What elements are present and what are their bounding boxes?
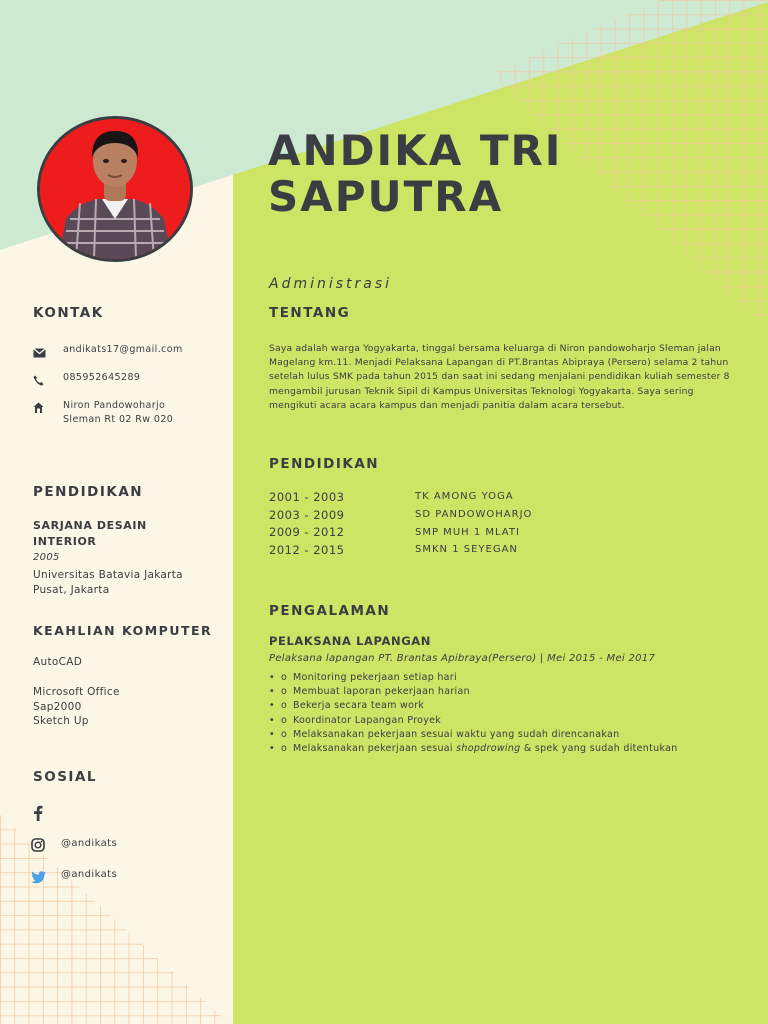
education-years: 2012 - 2015 xyxy=(269,542,345,557)
education-row xyxy=(269,523,532,541)
address-line-2: Sleman Rt 02 Rw 020 xyxy=(63,414,174,425)
sub-bullet: o xyxy=(281,743,288,755)
name-line-1: ANDIKA TRI xyxy=(268,126,563,175)
job-role: Administrasi xyxy=(269,276,393,292)
experience-heading: PENGALAMAN xyxy=(269,603,391,619)
social-instagram[interactable] xyxy=(31,837,117,856)
duty-text-pre: Melaksanakan pekerjaan sesuai xyxy=(293,743,457,755)
education-school: SD PANDOWOHARJO xyxy=(415,509,533,521)
degree-line-2: INTERIOR xyxy=(33,534,97,548)
address-line-1: Niron Pandowoharjo xyxy=(63,400,166,411)
duty-item xyxy=(269,742,678,756)
duty-item xyxy=(269,671,678,685)
full-name xyxy=(268,128,562,220)
skill-item: Sketch Up xyxy=(33,715,89,727)
contact-heading: KONTAK xyxy=(33,305,104,321)
bullet: • xyxy=(269,672,275,683)
email-text: andikats17@gmail.com xyxy=(63,344,183,355)
instagram-icon xyxy=(31,837,61,856)
institution-line-2: Pusat, Jakarta xyxy=(33,584,110,596)
duty-item xyxy=(269,685,678,699)
duties-list xyxy=(269,671,678,756)
sub-bullet: o xyxy=(281,728,288,740)
duty-text-emphasis: shopdrowing xyxy=(456,743,521,755)
duty-text: Membuat laporan pekerjaan harian xyxy=(293,686,470,698)
sub-bullet: o xyxy=(281,672,288,683)
job-subtitle: Pelaksana lapangan PT. Brantas Apibraya(Persero) | Mei 2015 - Mei 2017 xyxy=(269,653,656,664)
contact-address xyxy=(33,399,173,427)
email-icon xyxy=(33,343,63,362)
facebook-icon[interactable] xyxy=(33,805,43,825)
about-text: Saya adalah warga Yogyakarta, tinggal bersama keluarga di Niron pandowoharjo Sleman jalan Magelang km.11. Menjadi Pelaksana Lapangan di PT.Brantas Abipraya (Persero) selama 2 tahun setelah lulus SMK pada tahun 2015 dan saat ini sedang menjalani pendidikan kuliah semester 8 mengambil jurusan Teknik Sipil di Kampus Universitas Teknologi Yogyakarta. Saya sering mengikuti acara acara kampus dan menjadi panitia dalam acara tersebut. xyxy=(269,343,730,411)
duty-text: Monitoring pekerjaan setiap hari xyxy=(293,672,457,683)
degree-year: 2005 xyxy=(33,552,60,563)
education-school: TK AMONG YOGA xyxy=(415,491,514,503)
institution-line-1: Universitas Batavia Jakarta xyxy=(33,569,183,581)
skill-item: Sap2000 xyxy=(33,701,82,713)
contact-phone[interactable] xyxy=(33,371,140,390)
skills-heading: KEAHLIAN KOMPUTER xyxy=(33,623,213,638)
home-icon xyxy=(33,399,63,418)
skill-item: AutoCAD xyxy=(33,656,83,668)
education-row xyxy=(269,506,532,524)
institution xyxy=(33,568,183,598)
name-line-2: SAPUTRA xyxy=(268,172,504,221)
phone-icon xyxy=(33,371,63,390)
bullet: • xyxy=(269,700,275,712)
duty-text-post: & spek yang sudah ditentukan xyxy=(520,743,678,755)
education-row xyxy=(269,541,532,559)
bullet: • xyxy=(269,714,275,726)
education-years: 2003 - 2009 xyxy=(269,507,345,522)
address-text xyxy=(63,399,173,427)
instagram-handle: @andikats xyxy=(61,838,118,849)
education-years: 2001 - 2003 xyxy=(269,489,345,504)
phone-text: 085952645289 xyxy=(63,372,141,383)
contact-email[interactable] xyxy=(33,343,183,362)
duty-item xyxy=(269,714,678,728)
social-twitter[interactable] xyxy=(31,868,117,888)
bullet: • xyxy=(269,743,275,755)
education-years: 2009 - 2012 xyxy=(269,525,345,540)
education-heading: PENDIDIKAN xyxy=(269,456,380,472)
duty-text: Melaksanakan pekerjaan sesuai waktu yang sudah direncanakan xyxy=(293,728,620,740)
education-school: SMP MUH 1 MLATI xyxy=(415,526,520,538)
education-table xyxy=(269,488,532,559)
degree xyxy=(33,518,147,549)
duty-text: Koordinator Lapangan Proyek xyxy=(293,714,442,726)
duty-item xyxy=(269,699,678,713)
bullet: • xyxy=(269,686,275,698)
left-education-heading: PENDIDIKAN xyxy=(33,484,144,500)
education-school: SMKN 1 SEYEGAN xyxy=(415,544,518,556)
sub-bullet: o xyxy=(281,714,288,726)
profile-photo xyxy=(37,116,193,262)
duty-text: Bekerja secara team work xyxy=(293,700,425,712)
education-row xyxy=(269,488,532,506)
duty-item xyxy=(269,728,678,742)
duty-text xyxy=(293,742,678,756)
twitter-handle: @andikats xyxy=(61,869,118,880)
sub-bullet: o xyxy=(281,686,288,698)
skill-item: Microsoft Office xyxy=(33,686,120,698)
about-heading: TENTANG xyxy=(269,305,351,321)
social-heading: SOSIAL xyxy=(33,769,97,785)
bullet: • xyxy=(269,728,275,740)
twitter-icon xyxy=(31,868,61,888)
sub-bullet: o xyxy=(281,700,288,712)
job-title: PELAKSANA LAPANGAN xyxy=(269,634,432,648)
degree-line-1: SARJANA DESAIN xyxy=(33,519,147,532)
